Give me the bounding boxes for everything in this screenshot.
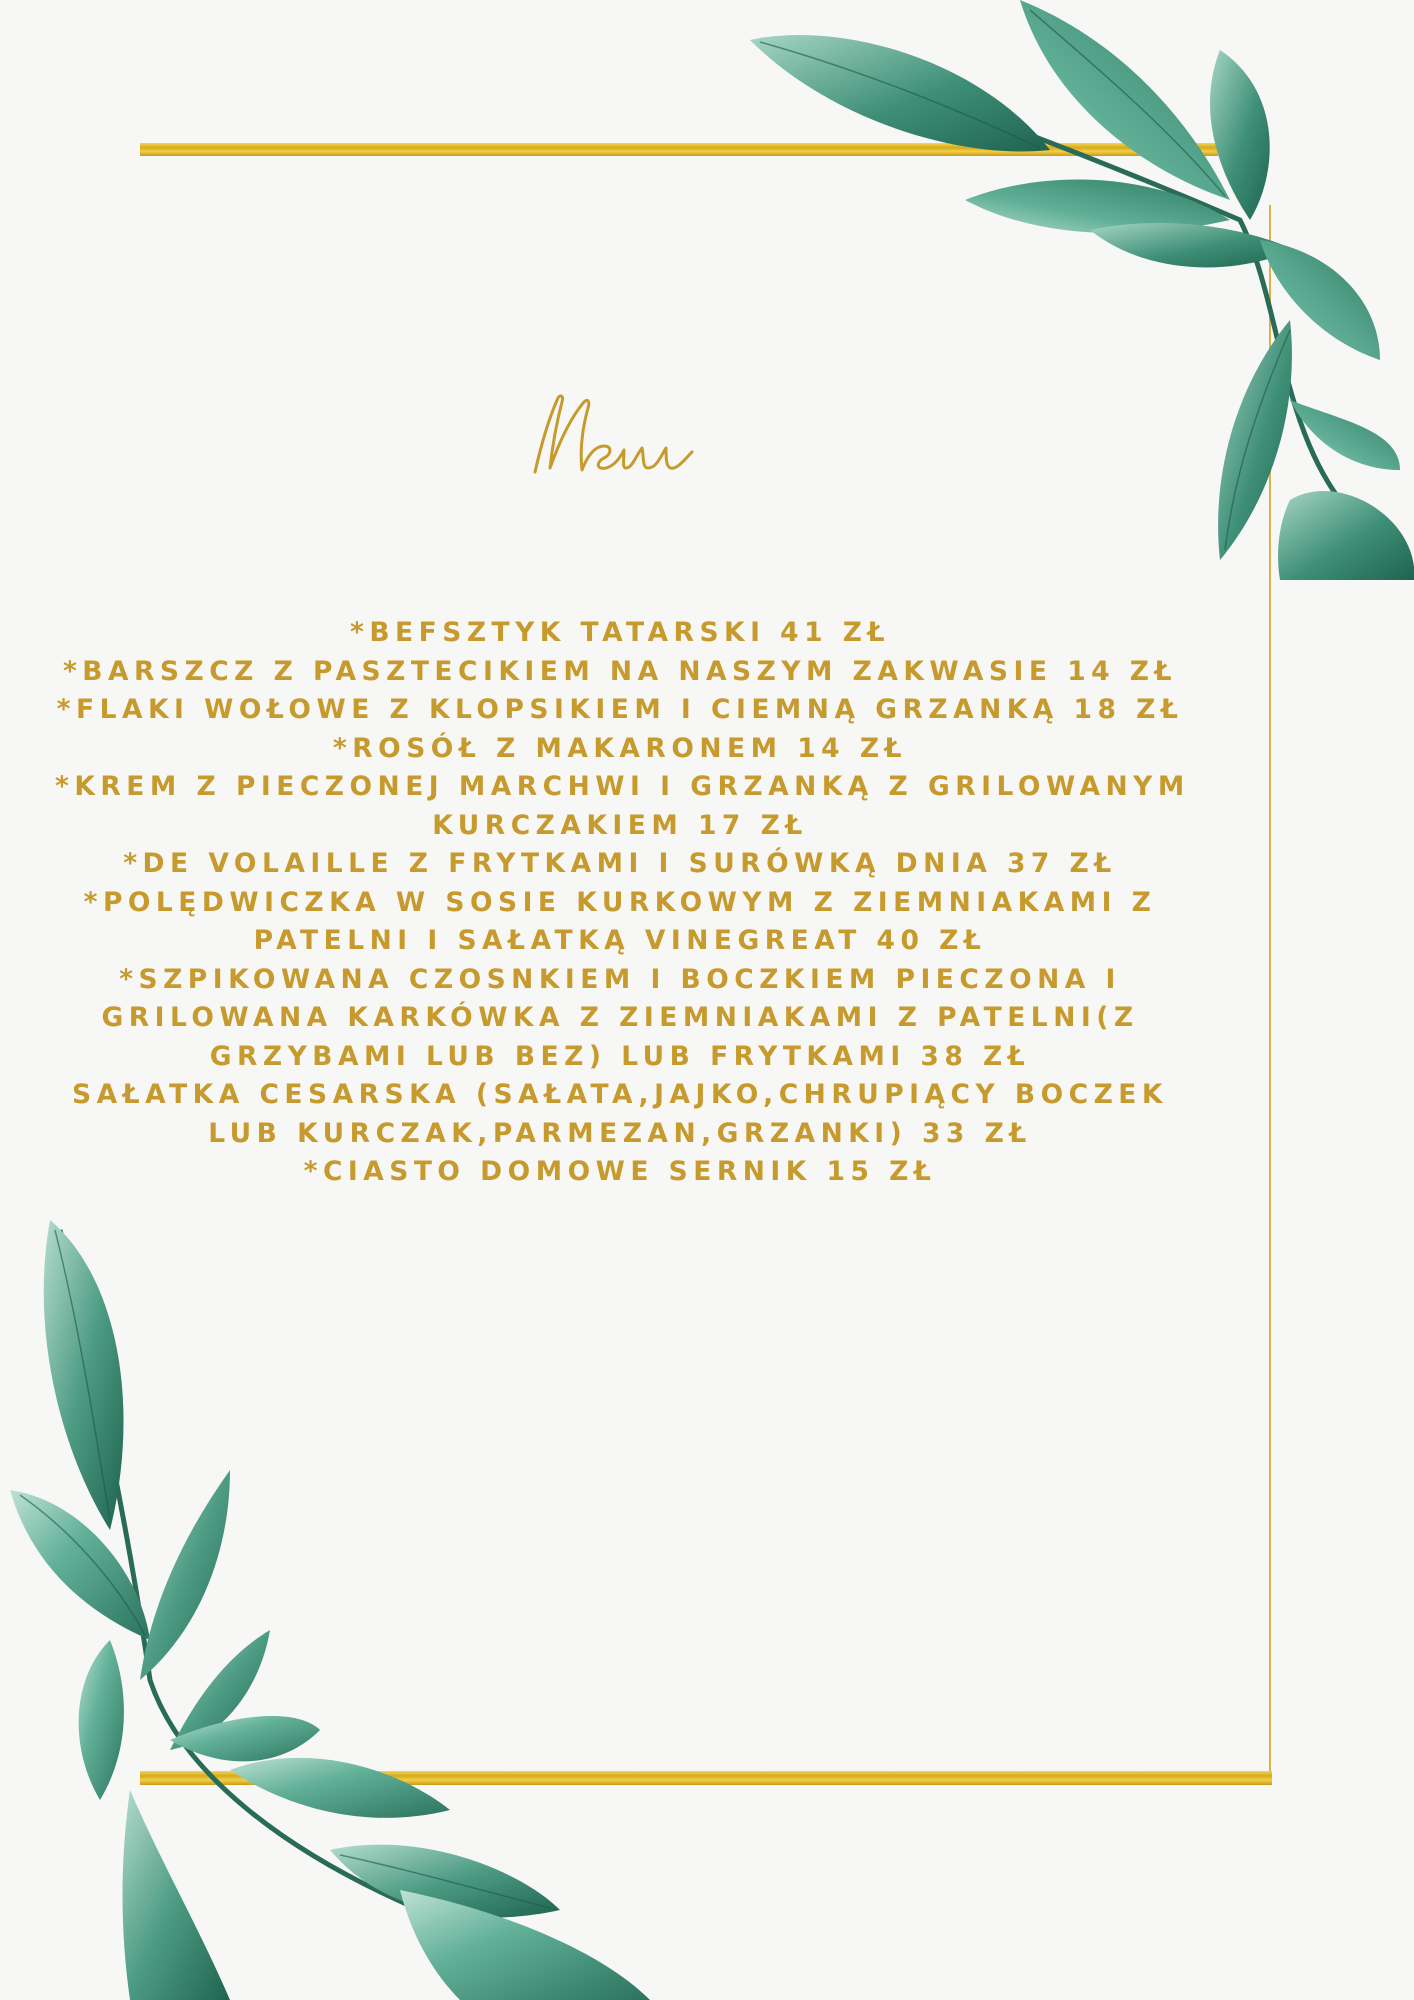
- menu-item: *POLĘDWICZKA W SOSIE KURKOWYM Z ZIEMNIAKAMI Z: [83, 886, 1157, 918]
- menu-item: *CIASTO DOMOWE SERNIK 15 ZŁ: [303, 1156, 937, 1187]
- menu-item: *FLAKI WOŁOWE Z KLOPSIKIEM I CIEMNĄ GRZANKĄ 18 ZŁ: [56, 694, 1184, 725]
- leaf-branch-icon: [0, 1210, 700, 2000]
- menu-item: GRZYBAMI LUB BEZ) LUB FRYTKAMI 38 ZŁ: [209, 1040, 1031, 1072]
- menu-item: *ROSÓŁ Z MAKARONEM 14 ZŁ: [332, 732, 908, 764]
- menu-item: *KREM Z PIECZONEJ MARCHWI I GRZANKĄ Z GRILOWANYM: [55, 771, 1190, 802]
- menu-list: [55, 614, 1190, 1192]
- menu-item: KURCZAKIEM 17 ZŁ: [432, 809, 808, 841]
- menu-item: *BEFSZTYK TATARSKI 41 ZŁ: [349, 617, 891, 648]
- menu-item: *DE VOLAILLE Z FRYTKAMI I SURÓWKĄ DNIA 37 ZŁ: [123, 848, 1117, 879]
- menu-item: SAŁATKA CESARSKA (SAŁATA,JAJKO,CHRUPIĄCY BOCZEK: [72, 1079, 1168, 1110]
- leaf-branch-icon: [720, 0, 1414, 580]
- menu-item: *BARSZCZ Z PASZTECIKIEM NA NASZYM ZAKWASIE 14 ZŁ: [62, 655, 1178, 687]
- menu-item: LUB KURCZAK,PARMEZAN,GRZANKI) 33 ZŁ: [208, 1117, 1032, 1149]
- menu-item: *SZPIKOWANA CZOSNKIEM I BOCZKIEM PIECZONA I: [119, 963, 1121, 995]
- page-title: [480, 380, 740, 500]
- menu-item: PATELNI I SAŁATKĄ VINEGREAT 40 ZŁ: [253, 925, 987, 956]
- menu-item: GRILOWANA KARKÓWKA Z ZIEMNIAKAMI Z PATELNI(Z: [101, 1002, 1139, 1033]
